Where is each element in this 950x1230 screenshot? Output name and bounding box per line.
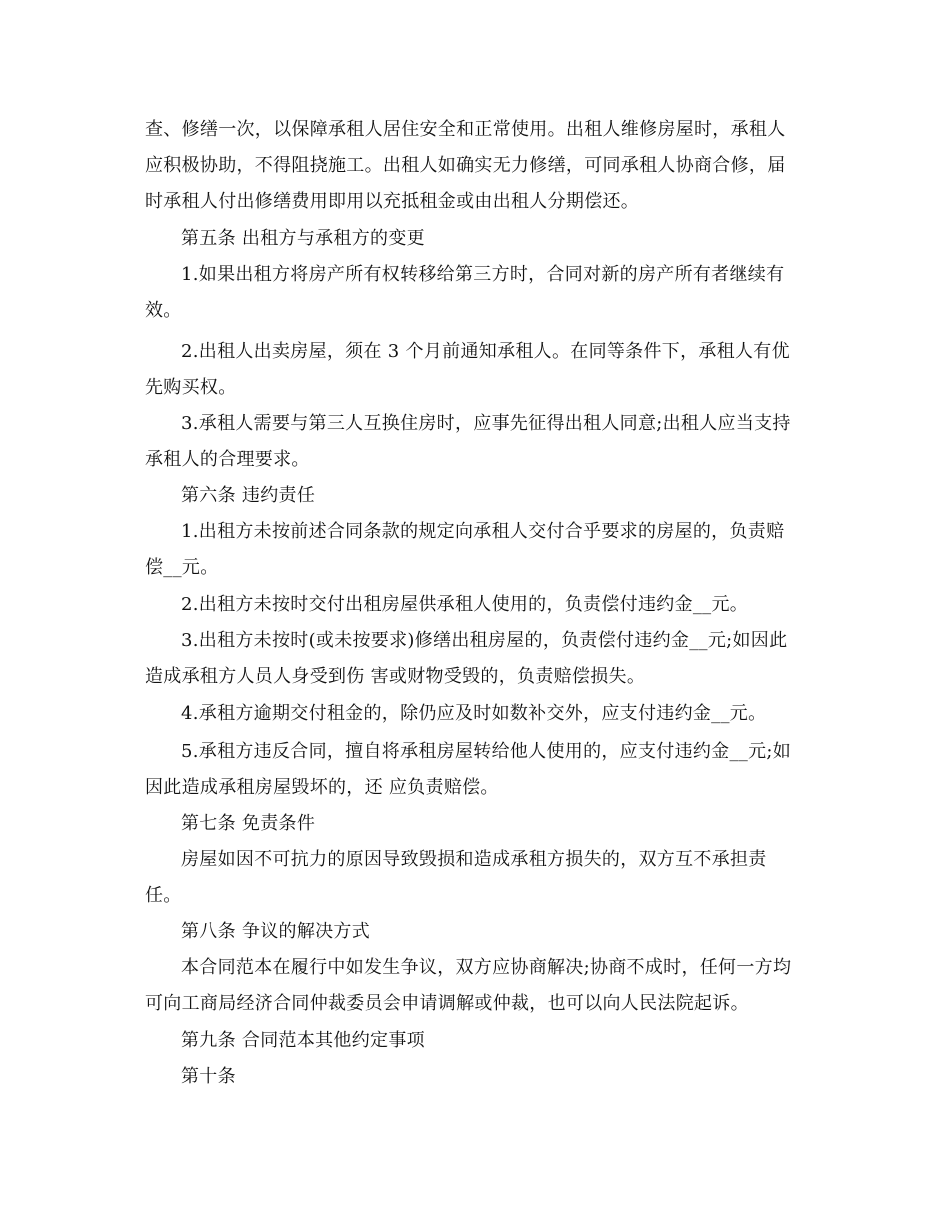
clause-line: 本合同范本在履行中如发生争议，双方应协商解决;协商不成时，任何一方均 — [181, 957, 792, 978]
clause-line: 1.出租方未按前述合同条款的规定向承租人交付合乎要求的房屋的，负责赔 — [181, 521, 785, 542]
paragraph-line: 时承租人付出修缮费用即用以充抵租金或由出租人分期偿还。 — [145, 191, 640, 212]
clause-line: 因此造成承租房屋毁坏的，还 应负责赔偿。 — [145, 777, 499, 798]
clause-line: 3.出租方未按时(或未按要求)修缮出租房屋的，负责偿付违约金__元;如因此 — [181, 630, 788, 651]
section-heading: 第九条 合同范本其他约定事项 — [181, 1030, 425, 1051]
clause-line: 效。 — [145, 300, 182, 321]
clause-line: 可向工商局经济合同仲裁委员会申请调解或仲裁，也可以向人民法院起诉。 — [145, 993, 749, 1014]
clause-line: 任。 — [145, 885, 182, 906]
paragraph-line: 查、修缮一次，以保障承租人居住安全和正常使用。出租人维修房屋时，承租人 — [145, 119, 786, 140]
section-heading: 第十条 — [181, 1066, 236, 1087]
clause-line: 偿__元。 — [145, 557, 219, 578]
clause-line: 3.承租人需要与第三人互换住房时，应事先征得出租人同意;出租人应当支持 — [181, 413, 791, 434]
clause-line: 造成承租方人员人身受到伤 害或财物受毁的，负责赔偿损失。 — [145, 666, 646, 687]
paragraph-line: 应积极协助，不得阻挠施工。出租人如确实无力修缮，可同承租人协商合修，届 — [145, 155, 786, 176]
clause-line: 先购买权。 — [145, 377, 237, 398]
clause-line: 1.如果出租方将房产所有权转移给第三方时，合同对新的房产所有者继续有 — [181, 264, 785, 285]
section-heading: 第七条 免责条件 — [181, 813, 316, 834]
section-heading: 第六条 违约责任 — [181, 485, 316, 506]
section-heading: 第八条 争议的解决方式 — [181, 921, 371, 942]
clause-line: 5.承租方违反合同，擅自将承租房屋转给他人使用的，应支付违约金__元;如 — [181, 741, 792, 762]
clause-line: 4.承租方逾期交付租金的，除仍应及时如数补交外，应支付违约金__元。 — [181, 703, 767, 724]
clause-line: 2.出租人出卖房屋，须在 3 个月前通知承租人。在同等条件下，承租人有优 — [181, 341, 790, 362]
clause-line: 2.出租方未按时交付出租房屋供承租人使用的，负责偿付违约金__元。 — [181, 594, 749, 615]
clause-line: 承租人的合理要求。 — [145, 449, 310, 470]
section-heading: 第五条 出租方与承租方的变更 — [181, 228, 425, 249]
clause-line: 房屋如因不可抗力的原因导致毁损和造成承租方损失的，双方互不承担责 — [181, 849, 767, 870]
